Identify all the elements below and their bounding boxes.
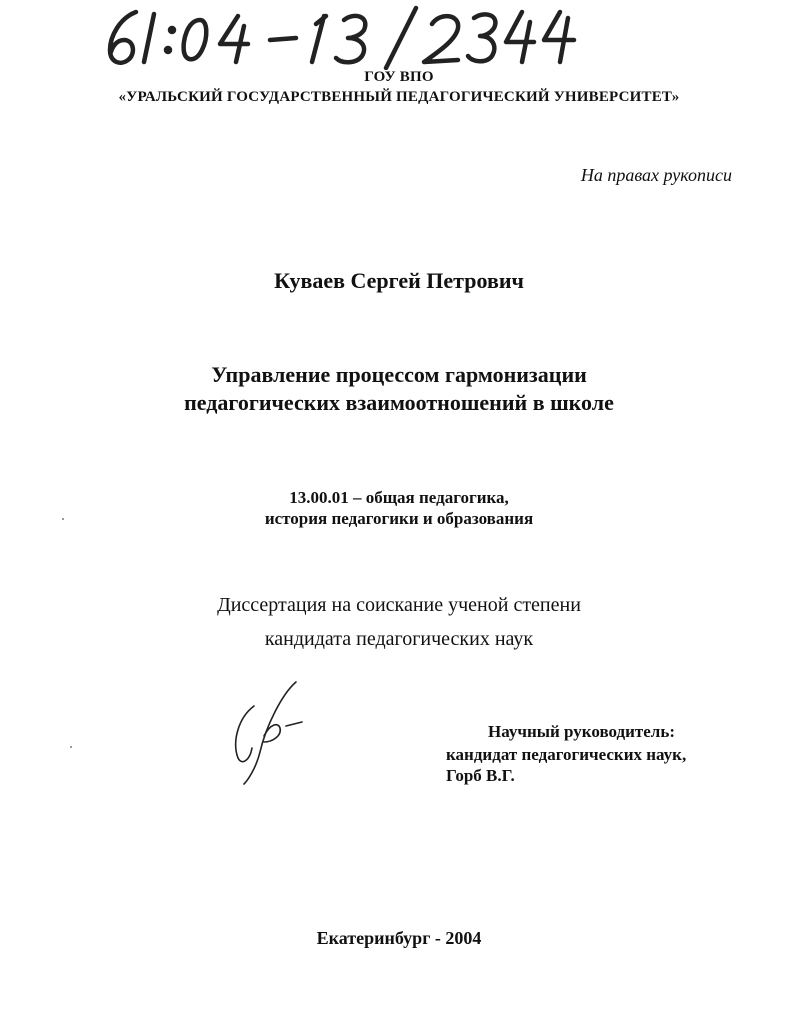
dissertation-title-line-2: педагогических взаимоотношений в школе [184,390,614,415]
author-name: Куваев Сергей Петрович [274,268,524,293]
signature [224,676,314,788]
handwritten-archive-number [98,4,578,70]
supervisor-name: Горб В.Г. [446,766,515,785]
organization-full-name: «УРАЛЬСКИЙ ГОСУДАРСТВЕННЫЙ ПЕДАГОГИЧЕСКИЙ УНИВЕРСИТЕТ» [118,89,680,105]
scan-speck [70,746,72,748]
scan-speck [62,518,64,520]
organization-short-name: ГОУ ВПО [364,69,434,85]
supervisor-title: кандидат педагогических наук, [446,745,687,764]
specialty-line-2: история педагогики и образования [264,509,534,528]
rights-note: На правах рукописи [580,165,732,185]
degree-line-2: кандидата педагогических наук [264,628,534,650]
dissertation-title-line-1: Управление процессом гармонизации [211,362,587,387]
specialty-line-1: 13.00.01 – общая педагогика, [289,488,509,507]
degree-line-1: Диссертация на соискание ученой степени [217,594,581,616]
city-year: Екатеринбург - 2004 [316,928,482,948]
supervisor-label: Научный руководитель: [488,722,675,741]
